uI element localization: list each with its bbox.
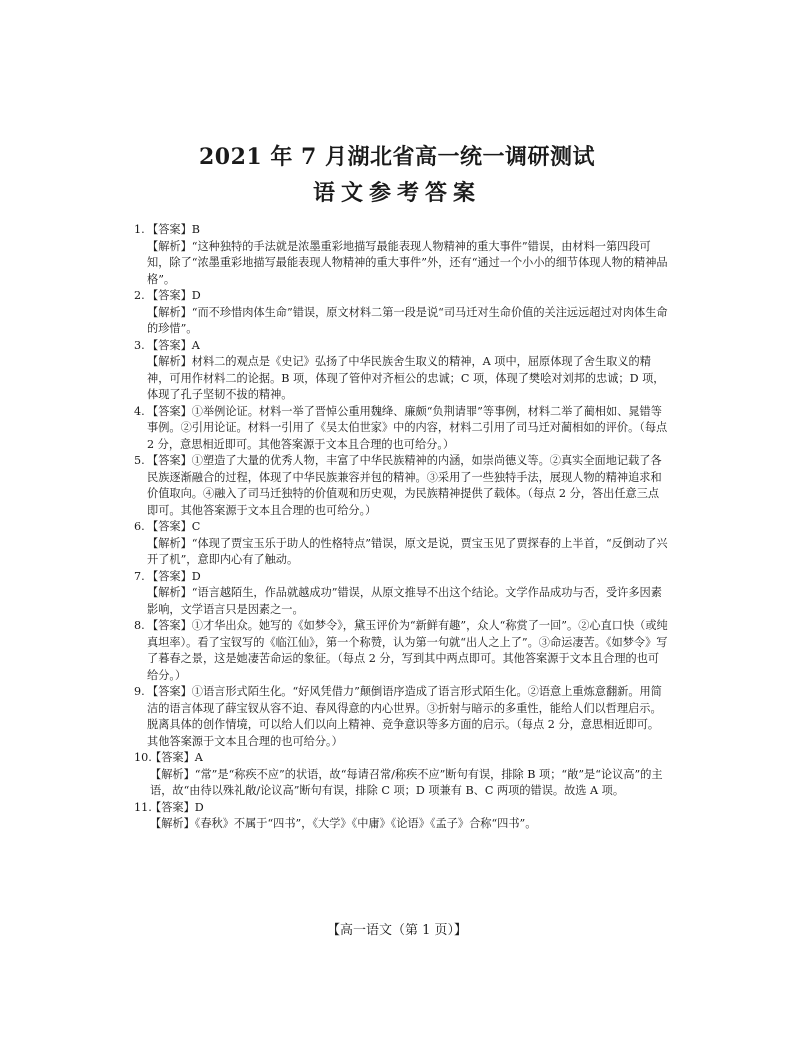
- item-number: 10.: [134, 751, 152, 764]
- analysis-line: 【解析】“语言越陌生，作品就越成功”错误，从原文推导不出这个结论。文学作品成功与否，受许多因素影响，文学语言只是因素之一。: [147, 586, 662, 616]
- analysis-line: 【解析】“而不珍惜肉体生命”错误，原文材料二第一段是说“司马迁对生命价值的关注远远超过对肉体生命的珍惜”。: [147, 305, 668, 335]
- answer-item-1: [134, 222, 668, 288]
- answer-item-2: [134, 288, 668, 338]
- analysis-line: 【解析】《春秋》不属于“四书”，《大学》《中庸》《论语》《孟子》合称“四书”。: [150, 817, 537, 830]
- answer-list: [134, 222, 668, 833]
- item-number: 4.: [134, 404, 145, 418]
- analysis-line: 【解析】“体现了贾宝玉乐于助人的性格特点”错误，原文是说，贾宝玉见了贾探春的上半首，“反倒动了兴开了机”，意即内心有了触动。: [147, 536, 668, 566]
- item-number: 9.: [134, 685, 145, 698]
- item-number: 7.: [134, 569, 145, 583]
- analysis-line: 【解析】“这种独特的手法就是浓墨重彩地描写最能表现人物精神的重大事件”错误，由材料一第四段可知，除了“浓墨重彩地描写最能表现人物精神的重大事件”外，还有“通过一个小小的细节体现人物的精神品格”。: [147, 239, 668, 286]
- answer-line: 【答案】B: [147, 223, 200, 236]
- answer-item-7: [134, 569, 668, 619]
- answer-line: 【答案】C: [147, 520, 201, 533]
- analysis-line: 【解析】“常”是“称疾不应”的状语，故“每请召常/称疾不应”断句有误，排除 B 项；“敞”是“论议高”的主语，故“由待以殊礼敞/论议高”断句有误，排除 C 项；D 项兼有 B、C 两项的错误。故选 A 项。: [150, 767, 663, 797]
- answer-item-8: [134, 618, 668, 684]
- answer-line: 【答案】A: [150, 751, 203, 764]
- answer-item-5: [134, 453, 668, 519]
- item-number: 6.: [134, 520, 145, 533]
- page-footer: 【高一语文（第 1 页）】: [326, 923, 468, 938]
- answer-line: 【答案】D: [147, 569, 201, 583]
- answer-item-11: [134, 800, 668, 833]
- answer-item-6: [134, 519, 668, 569]
- answer-line: 【答案】A: [147, 338, 200, 352]
- item-number: 8.: [134, 619, 145, 632]
- answer-line: 【答案】①塑造了大量的优秀人物，丰富了中华民族精神的内涵，如崇尚德义等。②真实全面地记载了各民族逐渐融合的过程，体现了中华民族兼容并包的精神。③采用了一些独特手法，展现人物的精神追求和价值取向。④融入了司马迁独特的价值观和历史观，为民族精神提供了载体。（每点 2 分，答出任意三点即可。其他答案源于文本且合理的也可给分。）: [147, 454, 662, 517]
- answer-line: 【答案】①举例论证。材料一举了晋悼公重用魏绛、廉颇“负荆请罪”等事例，材料二举了蔺相如、晁错等事例。②引用论证。材料一引用了《吴太伯世家》中的内容，材料二引用了司马迁对蔺相如的评价。（每点 2 分，意思相近即可。其他答案源于文本且合理的也可给分。）: [147, 404, 668, 451]
- answer-line: 【答案】①才华出众。她写的《如梦令》，黛玉评价为“新鲜有趣”，众人“称赏了一回”。②心直口快（或纯真坦率）。看了宝钗写的《临江仙》，第一个称赞，认为第一句就“出人之上了”。③命运凄苦。《如梦令》写了暮春之景，这是她凄苦命运的象征。（每点 2 分，写到其中两点即可。其他答案源于文本且合理的也可给分。）: [147, 619, 668, 682]
- answer-item-9: [134, 684, 668, 750]
- answer-line: 【答案】D: [147, 289, 201, 302]
- item-number: 5.: [134, 454, 145, 467]
- item-number: 2.: [134, 289, 145, 302]
- document-subtitle: 语文参考答案: [312, 180, 481, 206]
- item-number: 3.: [134, 338, 145, 352]
- item-number: 1.: [134, 223, 145, 236]
- answer-item-4: [134, 404, 668, 454]
- item-number: 11.: [134, 800, 152, 814]
- answer-item-3: [134, 338, 668, 404]
- document-title: 2021 年 7 月湖北省高一统一调研测试: [198, 144, 596, 170]
- answer-line: 【答案】D: [150, 800, 204, 814]
- answer-item-10: [134, 750, 668, 800]
- answer-line: 【答案】①语言形式陌生化。“好风凭借力”颠倒语序造成了语言形式陌生化。②语意上重炼意翻新。用简洁的语言体现了薛宝钗从容不迫、春风得意的内心世界。③折射与暗示的多重性，能给人们以哲理启示。脱离具体的创作情境，可以给人们以向上精神、竞争意识等多方面的启示。（每点 2 分，意思相近即可。其他答案源于文本且合理的也可给分。）: [147, 685, 662, 748]
- analysis-line: 【解析】材料二的观点是《史记》弘扬了中华民族舍生取义的精神，A 项中，屈原体现了舍生取义的精神，可用作材料二的论据。B 项，体现了管仲对齐桓公的忠诚；C 项，体现了樊哙对刘邦的忠诚；D 项，体现了孔子坚韧不拔的精神。: [147, 355, 665, 401]
